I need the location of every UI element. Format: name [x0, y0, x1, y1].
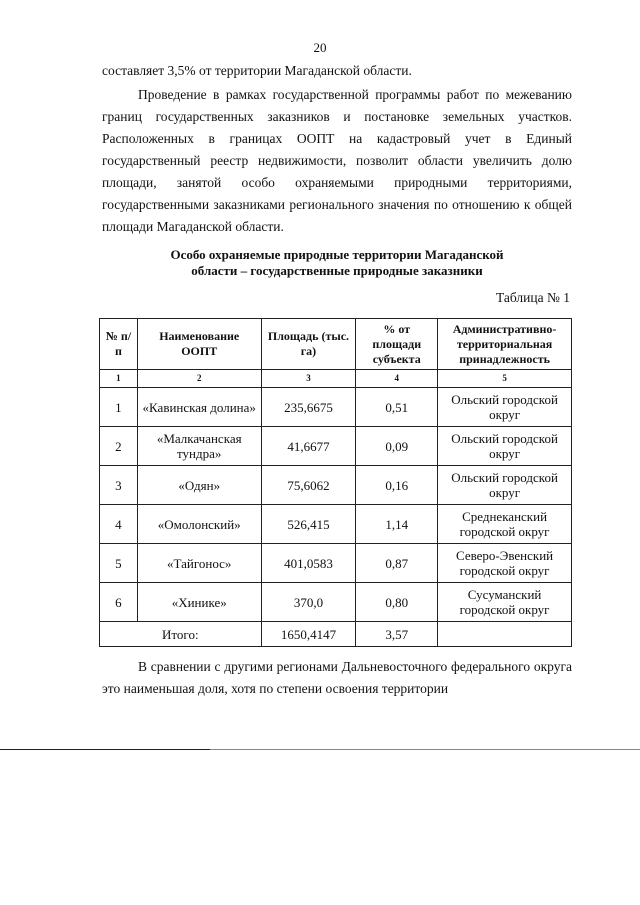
cell-percent: 0,87 — [356, 544, 438, 583]
cell-area: 401,0583 — [261, 544, 356, 583]
cell-area: 41,6677 — [261, 427, 356, 466]
cell-name: «Омолонский» — [137, 505, 261, 544]
header-percent: % от площади субъекта — [356, 319, 438, 370]
total-row — [100, 622, 572, 647]
cell-percent: 0,09 — [356, 427, 438, 466]
cell-number: 6 — [100, 583, 138, 622]
column-number: 5 — [438, 370, 572, 388]
cell-name: «Хинике» — [137, 583, 261, 622]
cell-area: 235,6675 — [261, 388, 356, 427]
cell-district: Северо-Эвенский городской округ — [438, 544, 572, 583]
table-header-row — [100, 319, 572, 370]
cell-number: 1 — [100, 388, 138, 427]
table-title-line-2: области – государственные природные заказники — [191, 263, 483, 278]
column-number: 2 — [137, 370, 261, 388]
total-empty-cell — [438, 622, 572, 647]
paragraph-continuation: составляет 3,5% от территории Магаданской области. — [102, 63, 412, 78]
column-number: 3 — [261, 370, 356, 388]
total-percent: 3,57 — [356, 622, 438, 647]
column-number: 4 — [356, 370, 438, 388]
paragraph-comparison: В сравнении с другими регионами Дальневосточного федерального округа это наименьшая доля, хотя по степени освоения территории — [102, 659, 572, 696]
header-district: Административно-территориальная принадлежность — [438, 319, 572, 370]
table-row — [100, 427, 572, 466]
cell-district: Ольский городской округ — [438, 466, 572, 505]
column-number: 1 — [100, 370, 138, 388]
cell-number: 2 — [100, 427, 138, 466]
cell-area: 526,415 — [261, 505, 356, 544]
table-title — [102, 247, 572, 279]
table-row — [100, 505, 572, 544]
cell-area: 75,6062 — [261, 466, 356, 505]
total-area: 1650,4147 — [261, 622, 356, 647]
table-row — [100, 388, 572, 427]
total-label: Итого: — [100, 622, 262, 647]
cell-district: Сусуманский городской округ — [438, 583, 572, 622]
table-row — [100, 466, 572, 505]
cell-district: Ольский городской округ — [438, 388, 572, 427]
cell-percent: 0,16 — [356, 466, 438, 505]
paragraph-main: Проведение в рамках государственной программы работ по межеванию границ государственных заказников и постановке земельных участков. Расположенных в границах ООПТ на кадастровый учет в Единый государственный реестр недвижимости, позволит области увеличить долю площади, занятой особо охраняемыми природными территориями, государственными заказниками регионального значения по отношению к общей площади Магаданской области. — [102, 87, 572, 234]
footer-divider — [0, 749, 640, 750]
page-number: 20 — [313, 40, 327, 55]
cell-district: Ольский городской округ — [438, 427, 572, 466]
cell-number: 4 — [100, 505, 138, 544]
header-area: Площадь (тыс. га) — [261, 319, 356, 370]
cell-percent: 1,14 — [356, 505, 438, 544]
protected-areas-table — [99, 318, 572, 647]
cell-percent: 0,80 — [356, 583, 438, 622]
header-number: № п/п — [100, 319, 138, 370]
cell-name: «Тайгонос» — [137, 544, 261, 583]
cell-percent: 0,51 — [356, 388, 438, 427]
table-row — [100, 583, 572, 622]
cell-name: «Одян» — [137, 466, 261, 505]
header-name: Наименование ООПТ — [137, 319, 261, 370]
cell-name: «Малкачанская тундра» — [137, 427, 261, 466]
cell-district: Среднеканский городской округ — [438, 505, 572, 544]
cell-area: 370,0 — [261, 583, 356, 622]
column-number-row — [100, 370, 572, 388]
table-row — [100, 544, 572, 583]
cell-number: 3 — [100, 466, 138, 505]
cell-number: 5 — [100, 544, 138, 583]
table-title-line-1: Особо охраняемые природные территории Магаданской — [170, 247, 504, 262]
cell-name: «Кавинская долина» — [137, 388, 261, 427]
table-label: Таблица № 1 — [496, 290, 570, 305]
